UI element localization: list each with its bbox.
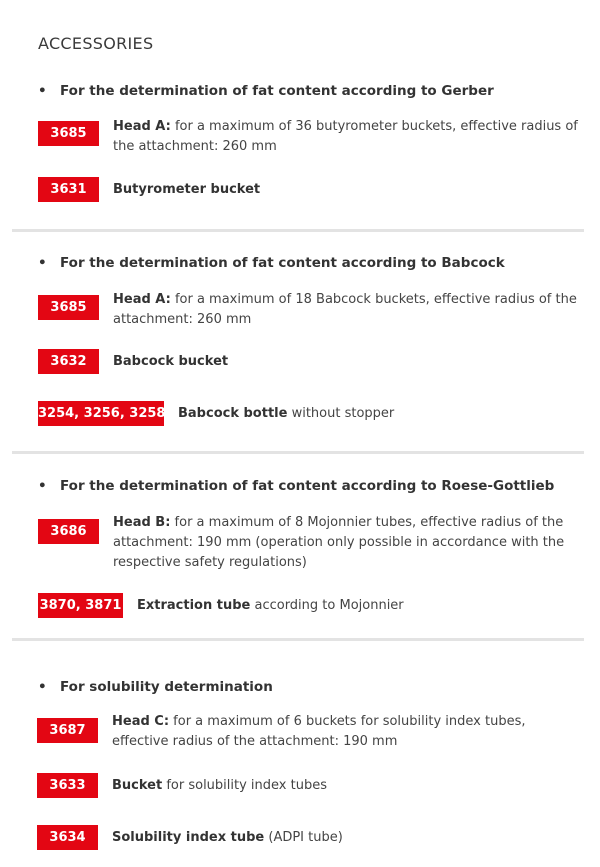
item-description: Extraction tube according to Mojonnier — [137, 598, 404, 613]
item-name: Butyrometer bucket — [113, 182, 261, 197]
item-name: Babcock bucket — [113, 354, 229, 369]
article-code: 3632 — [38, 349, 99, 374]
bullet-icon: • — [38, 83, 47, 99]
item-description — [113, 352, 578, 372]
item-name: Extraction tube — [137, 598, 251, 613]
section-heading-babcock: • For the determination of fat content according to Babcock — [38, 255, 505, 271]
page-title: ACCESSORIES — [38, 34, 154, 53]
article-code: 3685 — [38, 295, 99, 320]
article-code: 3685 — [38, 121, 99, 146]
item-description: Head C: for a maximum of 6 buckets for solubility index tubes, effective radius of the attachment: 190 mm — [112, 714, 526, 749]
item-description: Babcock bottle without stopper — [178, 406, 395, 421]
section-divider — [12, 638, 584, 641]
item-description: Solubility index tube (ADPI tube) — [112, 830, 343, 845]
article-code: 3687 — [37, 718, 98, 743]
item-description: Head B: for a maximum of 8 Mojonnier tubes, effective radius of the attachment: 190 mm (operation only possible in accordance with the respective safety regulations) — [113, 515, 565, 570]
section-divider — [12, 451, 584, 454]
section-heading-roese-gottlieb: • For the determination of fat content according to Roese-Gottlieb — [38, 478, 555, 494]
item-name: Head A: — [113, 119, 171, 134]
item-description: Bucket for solubility index tubes — [112, 778, 327, 793]
bullet-icon: • — [38, 679, 47, 695]
article-code: 3686 — [38, 519, 99, 544]
article-code: 3631 — [38, 177, 99, 202]
bullet-icon: • — [38, 255, 47, 271]
item-name: Head B: — [113, 515, 171, 530]
bullet-icon: • — [38, 478, 47, 494]
article-code: 3254, 3256, 3258 — [38, 401, 164, 426]
item-description: Head A: for a maximum of 18 Babcock buckets, effective radius of the attachment: 260 mm — [113, 292, 577, 327]
item-name: Head A: — [113, 292, 171, 307]
item-name: Babcock bottle — [178, 406, 288, 421]
item-name: Bucket — [112, 778, 163, 793]
article-code: 3633 — [37, 773, 98, 798]
article-code: 3870, 3871 — [38, 593, 123, 618]
section-heading-solubility: • For solubility determination — [38, 679, 273, 695]
article-code: 3634 — [37, 825, 98, 850]
item-name: Solubility index tube — [112, 830, 265, 845]
item-name: Head C: — [112, 714, 170, 729]
item-description — [113, 180, 578, 200]
section-divider — [12, 229, 584, 232]
section-heading-gerber: • For the determination of fat content according to Gerber — [38, 83, 494, 99]
item-description: Head A: for a maximum of 36 butyrometer buckets, effective radius of the attachment: 260 mm — [113, 119, 578, 154]
